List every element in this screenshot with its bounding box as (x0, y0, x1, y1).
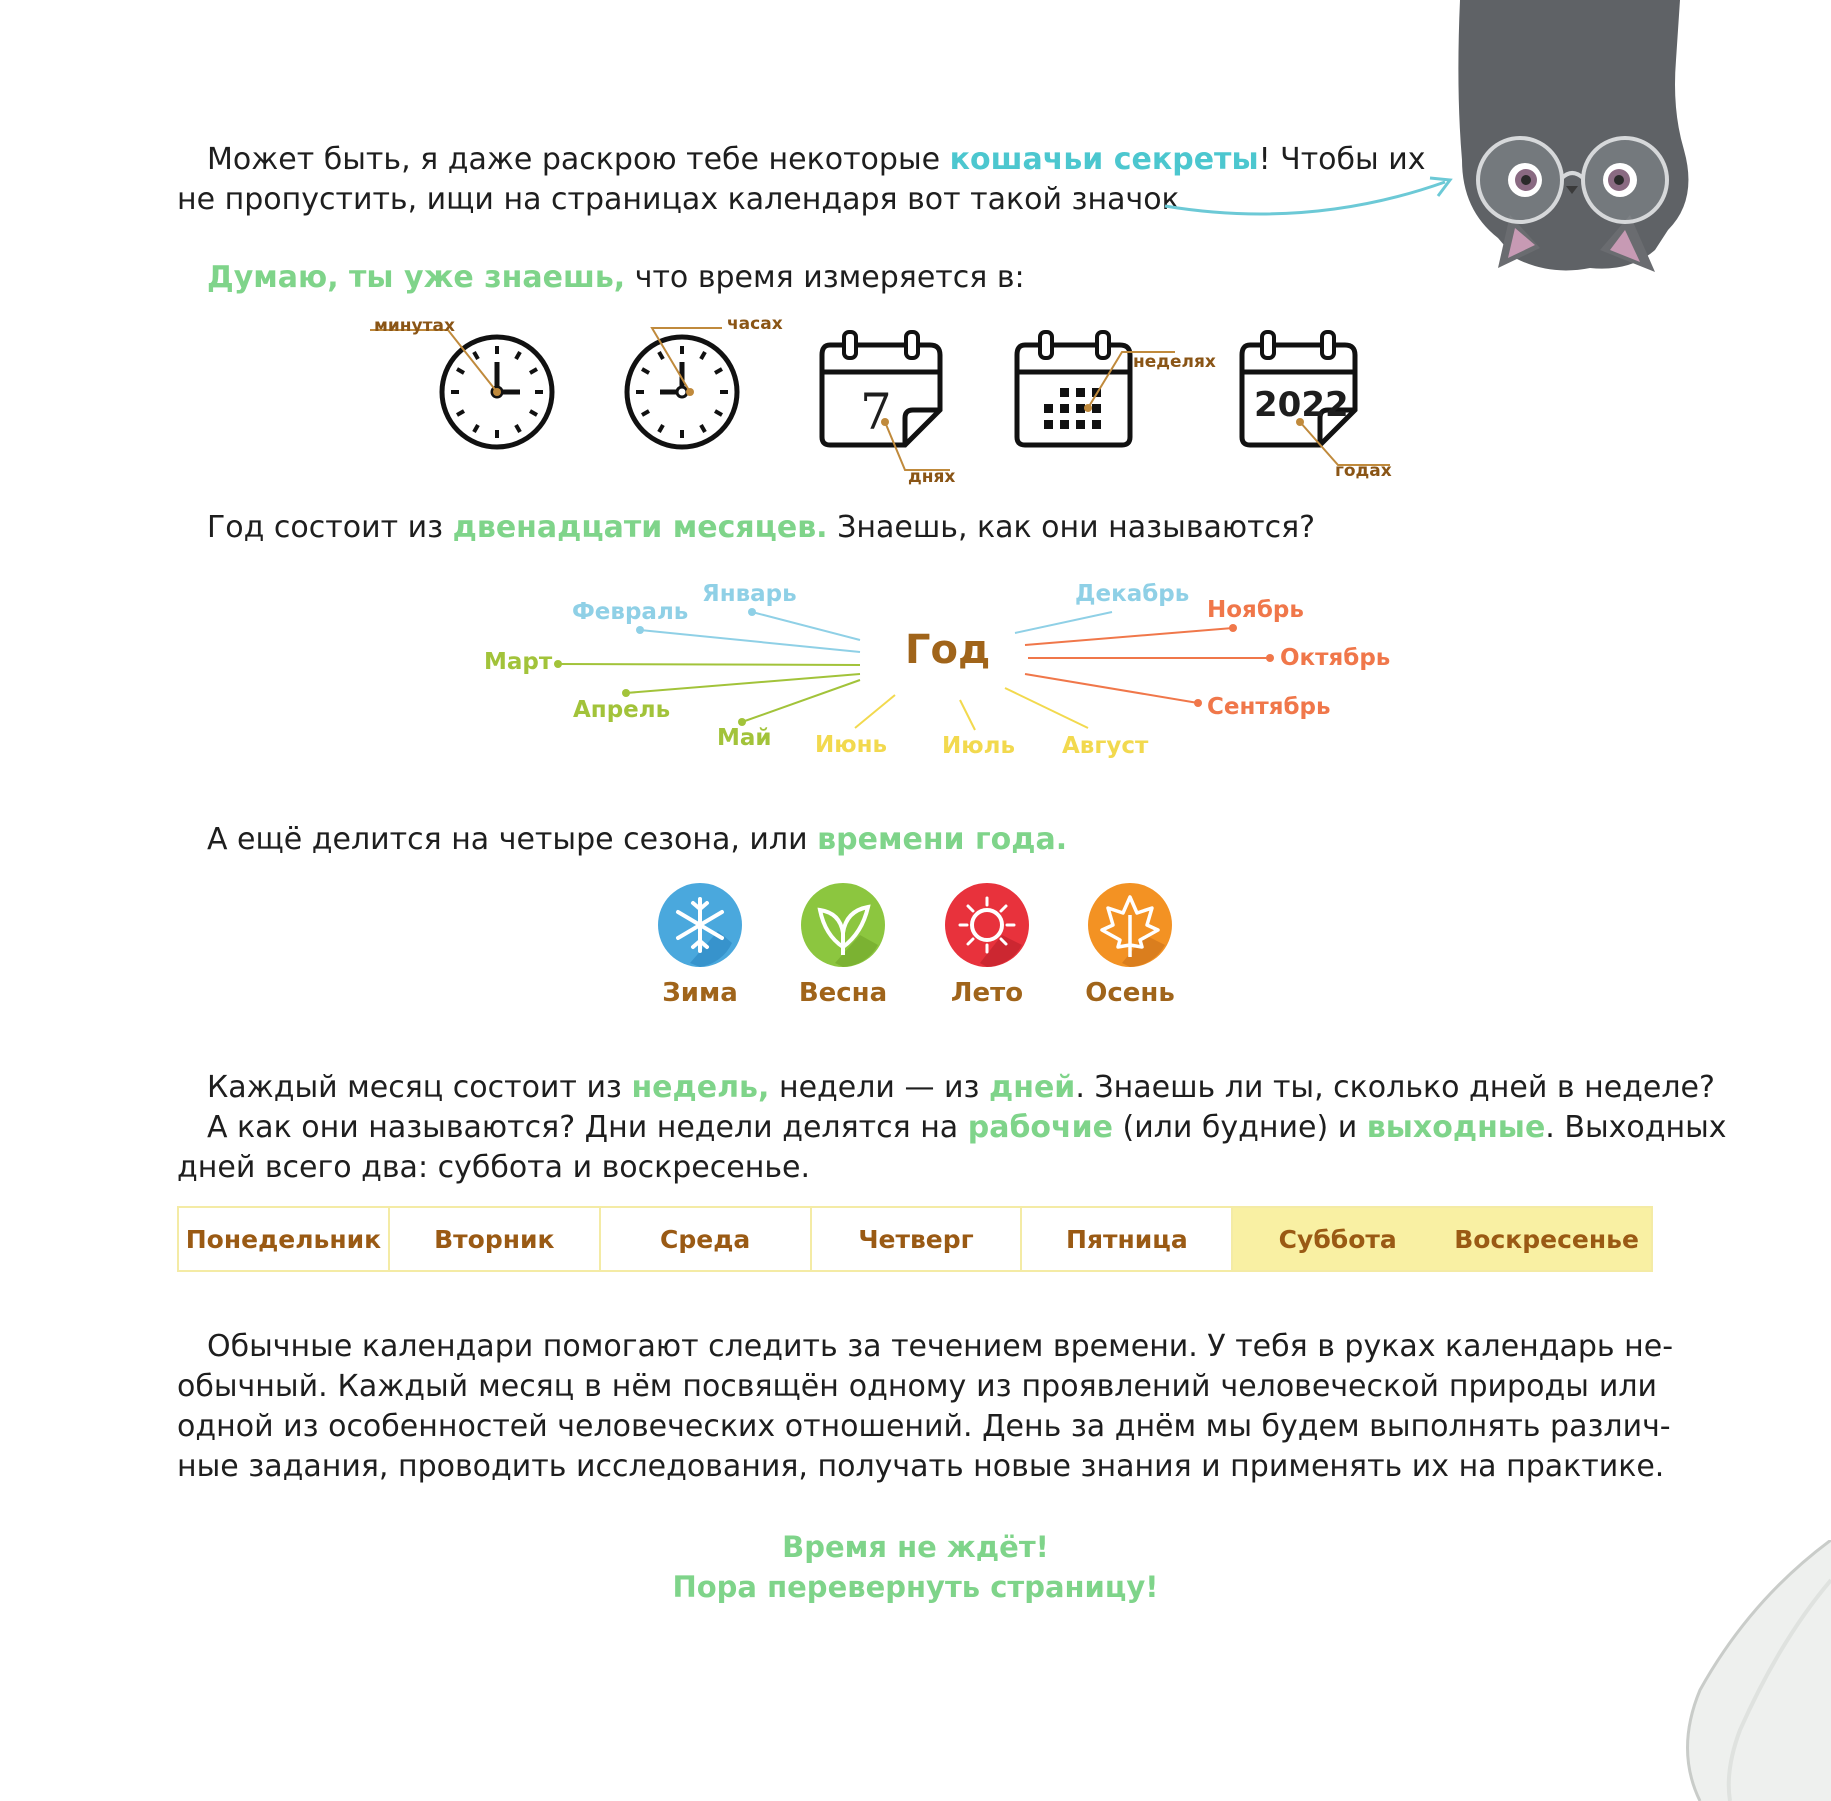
weeks-line-2 (207, 1108, 1727, 1148)
month-august: Август (1062, 733, 1149, 759)
calendar-line-3: одной из особенностей человеческих отношений. День за днём мы будем выполнять различ- (177, 1409, 1671, 1444)
units-lead-highlight: Думаю, ты уже знаешь, (207, 260, 626, 295)
month-july: Июль (942, 733, 1015, 759)
cat-secrets-highlight: кошачьи секреты (949, 142, 1259, 177)
seasons-intro-text: А ещё делится на четыре сезона, или (207, 822, 818, 857)
year-center-label: Год (905, 627, 991, 673)
seasons-intro (207, 820, 1067, 860)
weekday-sunday: Воскресенье (1442, 1208, 1651, 1270)
weeks-text: Каждый месяц состоит из (207, 1070, 632, 1105)
weeks-line-3 (177, 1148, 1657, 1188)
month-april: Апрель (573, 697, 671, 723)
weekday-friday: Пятница (1022, 1208, 1233, 1270)
weeks-label: неделях (1133, 352, 1216, 372)
weekday-monday: Понедельник (179, 1208, 390, 1270)
month-september: Сентябрь (1207, 694, 1331, 720)
days-highlight: дней (988, 1070, 1076, 1105)
weeks-text: дней всего два: суббота и воскресенье. (177, 1150, 811, 1185)
season-winter-label: Зима (662, 978, 738, 1008)
intro-text: ! Чтобы их (1258, 142, 1426, 177)
month-october: Октябрь (1280, 645, 1391, 671)
years-label: годах (1335, 461, 1392, 481)
sun-icon (945, 883, 1029, 967)
minutes-label: минутах (374, 316, 455, 336)
year-diagram-lines (0, 0, 1831, 800)
intro-text: Может быть, я даже раскрою тебе некоторые (207, 142, 950, 177)
leaves-icon (801, 883, 885, 967)
weeks-text: . Выходных (1545, 1110, 1727, 1145)
months-intro-text: Знаешь, как они называются? (827, 510, 1316, 545)
days-number: 7 (860, 383, 892, 441)
calendar-line-1: Обычные календари помогают следить за течением времени. У тебя в руках календарь не- (207, 1329, 1674, 1364)
days-label: днях (908, 467, 956, 487)
calendar-line-4: ные задания, проводить исследования, получать новые знания и применять их на практике. (177, 1449, 1665, 1484)
weekday-wednesday: Среда (601, 1208, 812, 1270)
months-intro-text: Год состоит из (207, 510, 453, 545)
intro-text: не пропустить, ищи на страницах календаря вот такой значок (177, 182, 1180, 217)
weeks-highlight: недель, (631, 1070, 770, 1105)
workdays-highlight: рабочие (967, 1110, 1113, 1145)
weekday-tuesday: Вторник (390, 1208, 601, 1270)
weeks-text: (или будние) и (1112, 1110, 1367, 1145)
month-february: Февраль (572, 599, 689, 625)
month-march: Март (484, 649, 553, 675)
weekend-highlight: выходные (1366, 1110, 1546, 1145)
season-autumn-label: Осень (1085, 978, 1175, 1008)
season-summer-label: Лето (950, 978, 1024, 1008)
weeks-text: . Знаешь ли ты, сколько дней в неделе? (1075, 1070, 1715, 1105)
season-spring-label: Весна (798, 978, 888, 1008)
month-january: Январь (702, 581, 797, 607)
weeks-text: А как они называются? Дни недели делятся на (207, 1110, 968, 1145)
calendar-line-2: обычный. Каждый месяц в нём посвящён одному из проявлений человеческой природы или (177, 1369, 1657, 1404)
month-december: Декабрь (1075, 581, 1190, 607)
closing-line-2: Пора перевернуть страницу! (672, 1570, 1159, 1604)
closing-line-1: Время не ждёт! (782, 1530, 1049, 1564)
seasons-intro-highlight: времени года. (817, 822, 1068, 857)
weeks-line-1 (207, 1068, 1715, 1108)
months-intro-highlight: двенадцати месяцев. (452, 510, 828, 545)
weekday-thursday: Четверг (812, 1208, 1023, 1270)
seasons-icons (640, 875, 1200, 975)
weekday-table (177, 1206, 1653, 1272)
month-november: Ноябрь (1207, 597, 1304, 623)
snowflake-icon (658, 883, 742, 967)
units-lead-text: что время измеряется в: (625, 260, 1025, 295)
year-number: 2022 (1254, 385, 1349, 425)
weeks-text: недели — из (769, 1070, 989, 1105)
maple-leaf-icon (1088, 883, 1172, 967)
month-june: Июнь (815, 732, 888, 758)
weekday-saturday: Суббота (1233, 1208, 1442, 1270)
hours-label: часах (727, 314, 783, 334)
month-may: Май (717, 725, 772, 751)
